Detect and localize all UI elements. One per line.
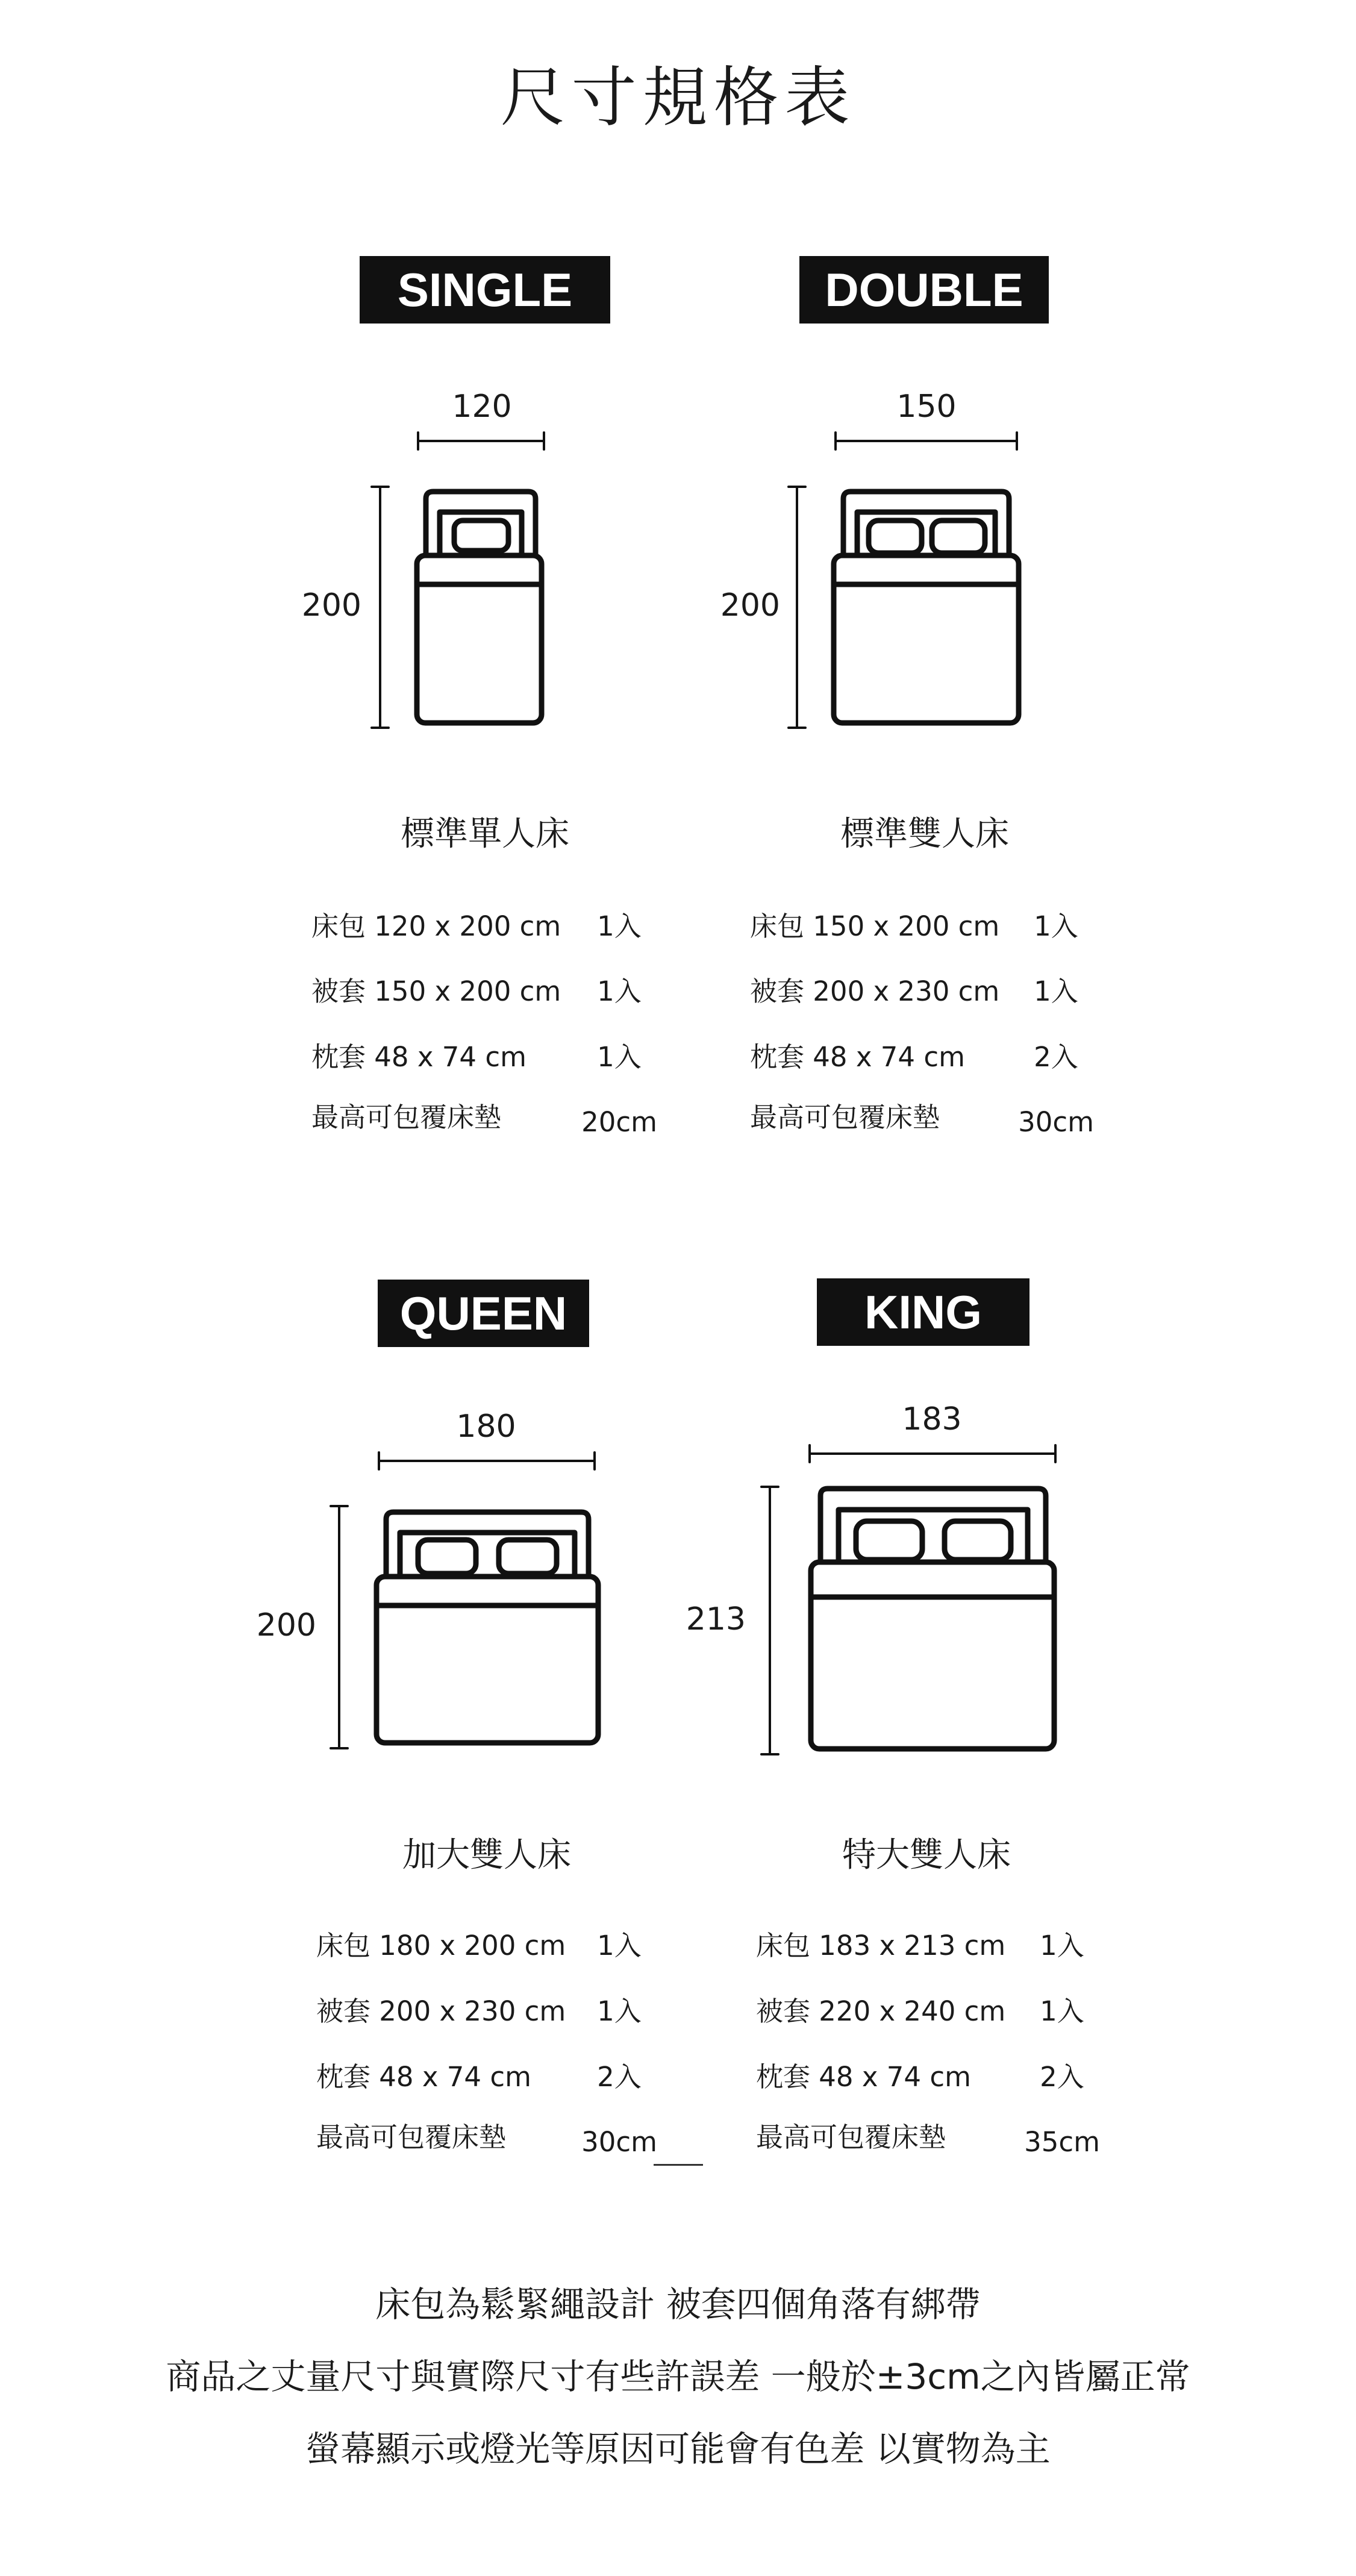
note-line-1: 床包為鬆緊繩設計 被套四個角落有綁帶 (375, 2284, 981, 2325)
spec-pillowcase-king: 枕套 48 x 74 cm (756, 2061, 971, 2093)
spec-fitted-sheet-double: 床包 150 x 200 cm (750, 910, 1000, 942)
bed-diagram-double (789, 433, 1019, 728)
qty-duvet-queen: 1入 (597, 1995, 642, 2027)
qty-duvet-king: 1入 (1040, 1995, 1084, 2027)
size-badge-queen: QUEEN (378, 1280, 589, 1347)
spec-duvet-queen: 被套 200 x 230 cm (316, 1995, 566, 2027)
qty-fitted-sheet-king: 1入 (1040, 1930, 1084, 1962)
pillow-icon (856, 1521, 922, 1560)
width-label-single: 120 (452, 389, 512, 425)
qty-mattress-depth-double: 30cm (1018, 1106, 1094, 1138)
bed-name-queen: 加大雙人床 (402, 1836, 571, 1875)
length-dimension-line-queen (331, 1506, 348, 1748)
qty-mattress-depth-king: 35cm (1024, 2126, 1100, 2158)
length-dimension-line-king (761, 1487, 778, 1754)
spec-duvet-single: 被套 150 x 200 cm (311, 975, 561, 1007)
pillow-icon (454, 521, 508, 551)
bed-icon-single (417, 492, 542, 723)
size-badge-king: KING (817, 1278, 1029, 1346)
pillow-icon (499, 1540, 557, 1574)
spec-duvet-double: 被套 200 x 230 cm (750, 975, 1000, 1007)
qty-duvet-double: 1入 (1034, 975, 1078, 1007)
size-badge-double: DOUBLE (799, 256, 1049, 324)
qty-pillowcase-king: 2入 (1040, 2061, 1084, 2093)
pillow-icon (869, 521, 922, 553)
bed-icon-double (834, 492, 1019, 723)
pillow-icon (945, 1521, 1011, 1560)
qty-fitted-sheet-double: 1入 (1034, 910, 1078, 942)
page-title: 尺寸規格表 (500, 60, 856, 136)
bed-diagram-queen (331, 1452, 598, 1748)
width-label-queen: 180 (456, 1408, 516, 1445)
width-label-king: 183 (902, 1401, 962, 1437)
qty-pillowcase-double: 2入 (1034, 1041, 1078, 1073)
length-dimension-line-double (789, 487, 805, 728)
qty-fitted-sheet-queen: 1入 (597, 1930, 642, 1962)
bed-diagram-king (761, 1445, 1055, 1754)
bed-name-double: 標準雙人床 (840, 814, 1009, 854)
width-dimension-line-king (810, 1445, 1055, 1462)
qty-pillowcase-queen: 2入 (597, 2061, 642, 2093)
bed-name-king: 特大雙人床 (842, 1836, 1011, 1875)
bed-diagram-single (372, 433, 544, 728)
qty-fitted-sheet-single: 1入 (597, 910, 642, 942)
width-label-double: 150 (896, 389, 957, 425)
divider (654, 2164, 703, 2166)
qty-mattress-depth-single: 20cm (581, 1106, 657, 1138)
width-dimension-line-single (418, 433, 544, 449)
spec-mattress-depth-double: 最高可包覆床墊 (750, 1101, 940, 1133)
note-line-2: 商品之丈量尺寸與實際尺寸有些許誤差 一般於±3cm之內皆屬正常 (166, 2356, 1190, 2397)
spec-pillowcase-single: 枕套 48 x 74 cm (311, 1041, 526, 1073)
bed-icon-king (811, 1489, 1054, 1749)
pillow-icon (932, 521, 985, 553)
length-label-single: 200 (301, 587, 361, 624)
size-badge-single: SINGLE (360, 256, 610, 324)
spec-pillowcase-double: 枕套 48 x 74 cm (750, 1041, 965, 1073)
spec-fitted-sheet-queen: 床包 180 x 200 cm (316, 1930, 566, 1962)
length-dimension-line-single (372, 487, 389, 728)
spec-fitted-sheet-single: 床包 120 x 200 cm (311, 910, 561, 942)
note-line-3: 螢幕顯示或燈光等原因可能會有色差 以實物為主 (305, 2428, 1051, 2469)
spec-mattress-depth-king: 最高可包覆床墊 (756, 2121, 946, 2153)
width-dimension-line-double (836, 433, 1017, 449)
spec-duvet-king: 被套 220 x 240 cm (756, 1995, 1006, 2027)
qty-duvet-single: 1入 (597, 975, 642, 1007)
length-label-king: 213 (686, 1601, 746, 1637)
qty-mattress-depth-queen: 30cm (581, 2126, 657, 2158)
width-dimension-line-queen (379, 1452, 595, 1469)
spec-mattress-depth-single: 最高可包覆床墊 (311, 1101, 502, 1133)
spec-pillowcase-queen: 枕套 48 x 74 cm (316, 2061, 531, 2093)
spec-mattress-depth-queen: 最高可包覆床墊 (316, 2121, 507, 2153)
qty-pillowcase-single: 1入 (597, 1041, 642, 1073)
bed-icon-queen (376, 1512, 598, 1743)
length-label-queen: 200 (256, 1607, 316, 1643)
bed-name-single: 標準單人床 (401, 814, 569, 854)
length-label-double: 200 (720, 587, 780, 624)
spec-fitted-sheet-king: 床包 183 x 213 cm (756, 1930, 1006, 1962)
pillow-icon (418, 1540, 476, 1574)
